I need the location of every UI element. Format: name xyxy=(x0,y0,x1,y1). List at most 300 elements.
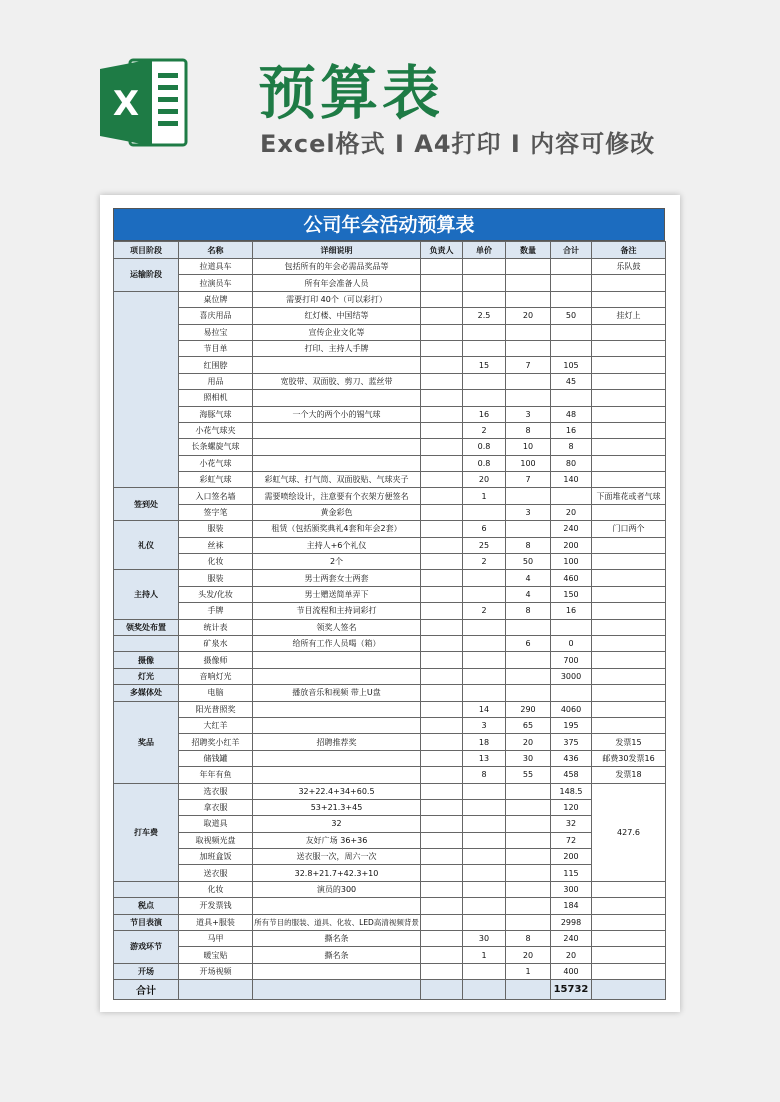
quantity-cell: 8 xyxy=(506,603,551,619)
quantity-cell: 100 xyxy=(506,455,551,471)
unit-price-cell: 2 xyxy=(463,554,506,570)
table-row xyxy=(114,324,666,340)
table-row xyxy=(114,586,666,602)
remark-cell xyxy=(592,390,666,406)
remark-cell xyxy=(592,406,666,422)
remark-cell xyxy=(592,275,666,291)
stage-cell: 运输阶段 xyxy=(114,259,179,292)
unit-price-cell xyxy=(463,259,506,275)
subtotal-cell: 458 xyxy=(551,767,592,783)
owner-cell xyxy=(421,767,463,783)
table-row xyxy=(114,849,666,865)
table-row xyxy=(114,963,666,979)
table-row xyxy=(114,472,666,488)
stage-cell: 礼仪 xyxy=(114,521,179,570)
subtotal-cell: 20 xyxy=(551,504,592,520)
owner-cell xyxy=(421,554,463,570)
item-name-cell: 取道具 xyxy=(179,816,253,832)
subtotal-cell xyxy=(551,390,592,406)
remark-cell xyxy=(592,373,666,389)
unit-price-cell: 30 xyxy=(463,931,506,947)
description-cell xyxy=(253,668,421,684)
stage-cell xyxy=(114,881,179,897)
unit-price-cell xyxy=(463,668,506,684)
item-name-cell: 电脑 xyxy=(179,685,253,701)
table-row xyxy=(114,275,666,291)
remark-cell xyxy=(592,701,666,717)
unit-price-cell xyxy=(463,832,506,848)
unit-price-cell xyxy=(463,783,506,799)
subtotal-cell: 72 xyxy=(551,832,592,848)
owner-cell xyxy=(421,603,463,619)
description-cell: 彩虹气球、打气筒、双面胶贴、气球夹子 xyxy=(253,472,421,488)
description-cell: 节目流程和主持词彩打 xyxy=(253,603,421,619)
remark-cell: 发票18 xyxy=(592,767,666,783)
table-row xyxy=(114,504,666,520)
owner-cell xyxy=(421,357,463,373)
description-cell: 32 xyxy=(253,816,421,832)
unit-price-cell xyxy=(463,685,506,701)
quantity-cell: 50 xyxy=(506,554,551,570)
item-name-cell: 红围脖 xyxy=(179,357,253,373)
owner-cell xyxy=(421,308,463,324)
subtotal-cell: 700 xyxy=(551,652,592,668)
subtotal-cell: 16 xyxy=(551,603,592,619)
quantity-cell: 3 xyxy=(506,406,551,422)
unit-price-cell: 16 xyxy=(463,406,506,422)
item-name-cell: 头发/化妆 xyxy=(179,586,253,602)
subtotal-cell: 100 xyxy=(551,554,592,570)
sheet-title: 公司年会活动预算表 xyxy=(113,208,665,241)
remark-cell xyxy=(592,652,666,668)
stage-cell xyxy=(114,635,179,651)
column-header-unit-price: 单价 xyxy=(463,242,506,259)
owner-cell xyxy=(421,488,463,504)
description-cell: 撕名条 xyxy=(253,931,421,947)
remark-cell xyxy=(592,455,666,471)
unit-price-cell xyxy=(463,799,506,815)
quantity-cell xyxy=(506,291,551,307)
remark-cell xyxy=(592,586,666,602)
description-cell: 2个 xyxy=(253,554,421,570)
unit-price-cell xyxy=(463,586,506,602)
remark-cell: 427.6 xyxy=(592,783,666,881)
owner-cell xyxy=(421,537,463,553)
quantity-cell: 290 xyxy=(506,701,551,717)
quantity-cell: 8 xyxy=(506,931,551,947)
subtotal-cell: 184 xyxy=(551,898,592,914)
subtotal-cell: 16 xyxy=(551,422,592,438)
column-header-item-name: 名称 xyxy=(179,242,253,259)
quantity-cell xyxy=(506,340,551,356)
description-cell: 演员的300 xyxy=(253,881,421,897)
quantity-cell xyxy=(506,619,551,635)
quantity-cell: 1 xyxy=(506,963,551,979)
stage-cell: 主持人 xyxy=(114,570,179,619)
table-row xyxy=(114,947,666,963)
unit-price-cell xyxy=(463,291,506,307)
item-name-cell: 道具+服装 xyxy=(179,914,253,930)
item-name-cell: 拉道具车 xyxy=(179,259,253,275)
table-row xyxy=(114,570,666,586)
description-cell: 32+22.4+34+60.5 xyxy=(253,783,421,799)
subtotal-cell xyxy=(551,488,592,504)
unit-price-cell: 25 xyxy=(463,537,506,553)
stage-cell: 灯光 xyxy=(114,668,179,684)
table-row xyxy=(114,881,666,897)
stage-cell: 开场 xyxy=(114,963,179,979)
owner-cell xyxy=(421,701,463,717)
description-cell: 男士赠送简单弄下 xyxy=(253,586,421,602)
unit-price-cell: 1 xyxy=(463,947,506,963)
unit-price-cell: 18 xyxy=(463,734,506,750)
item-name-cell: 节目单 xyxy=(179,340,253,356)
stage-cell: 领奖处布置 xyxy=(114,619,179,635)
table-row xyxy=(114,668,666,684)
quantity-cell: 7 xyxy=(506,357,551,373)
unit-price-cell: 1 xyxy=(463,488,506,504)
quantity-cell xyxy=(506,799,551,815)
budget-sheet xyxy=(113,208,665,1000)
stage-cell: 税点 xyxy=(114,898,179,914)
quantity-cell: 55 xyxy=(506,767,551,783)
column-header-subtotal: 合计 xyxy=(551,242,592,259)
owner-cell xyxy=(421,898,463,914)
item-name-cell: 暖宝贴 xyxy=(179,947,253,963)
owner-cell xyxy=(421,635,463,651)
description-cell: 友好广场 36+36 xyxy=(253,832,421,848)
quantity-cell xyxy=(506,521,551,537)
owner-cell xyxy=(421,340,463,356)
column-header-quantity: 数量 xyxy=(506,242,551,259)
description-cell: 宽胶带、双面胶、剪刀、蓝丝带 xyxy=(253,373,421,389)
subtotal-cell: 240 xyxy=(551,521,592,537)
item-name-cell: 储钱罐 xyxy=(179,750,253,766)
description-cell xyxy=(253,767,421,783)
quantity-cell xyxy=(506,881,551,897)
unit-price-cell xyxy=(463,635,506,651)
subtotal-cell: 105 xyxy=(551,357,592,373)
remark-cell xyxy=(592,504,666,520)
empty-cell xyxy=(179,980,253,1000)
item-name-cell: 统计表 xyxy=(179,619,253,635)
item-name-cell: 丝袜 xyxy=(179,537,253,553)
owner-cell xyxy=(421,947,463,963)
owner-cell xyxy=(421,799,463,815)
quantity-cell: 6 xyxy=(506,635,551,651)
item-name-cell: 招聘奖小红羊 xyxy=(179,734,253,750)
remark-cell: 发票15 xyxy=(592,734,666,750)
description-cell: 所有年会准备人员 xyxy=(253,275,421,291)
item-name-cell: 矿泉水 xyxy=(179,635,253,651)
table-row xyxy=(114,455,666,471)
table-row xyxy=(114,554,666,570)
subtotal-cell: 2998 xyxy=(551,914,592,930)
remark-cell xyxy=(592,685,666,701)
description-cell xyxy=(253,701,421,717)
column-header-owner: 负责人 xyxy=(421,242,463,259)
subtotal-cell: 0 xyxy=(551,635,592,651)
table-row xyxy=(114,373,666,389)
stage-cell: 奖品 xyxy=(114,701,179,783)
owner-cell xyxy=(421,717,463,733)
description-cell: 租赁（包括颁奖典礼4套和年会2套） xyxy=(253,521,421,537)
owner-cell xyxy=(421,619,463,635)
item-name-cell: 摄像师 xyxy=(179,652,253,668)
subtotal-cell xyxy=(551,291,592,307)
unit-price-cell: 8 xyxy=(463,767,506,783)
description-cell: 招聘推荐奖 xyxy=(253,734,421,750)
table-row xyxy=(114,439,666,455)
item-name-cell: 阳光普照奖 xyxy=(179,701,253,717)
table-row xyxy=(114,898,666,914)
table-row xyxy=(114,931,666,947)
unit-price-cell: 14 xyxy=(463,701,506,717)
page-subtitle: Excel格式 I A4打印 I 内容可修改 xyxy=(260,130,656,158)
quantity-cell xyxy=(506,685,551,701)
unit-price-cell xyxy=(463,504,506,520)
description-cell xyxy=(253,422,421,438)
remark-cell xyxy=(592,357,666,373)
quantity-cell xyxy=(506,324,551,340)
description-cell: 所有节目的服装、道具、化妆、LED高清视频背景 xyxy=(253,914,421,930)
stage-cell: 摄像 xyxy=(114,652,179,668)
svg-text:X: X xyxy=(112,84,140,124)
owner-cell xyxy=(421,472,463,488)
table-row xyxy=(114,488,666,504)
subtotal-cell: 400 xyxy=(551,963,592,979)
description-cell: 主持人+6个礼仪 xyxy=(253,537,421,553)
owner-cell xyxy=(421,685,463,701)
subtotal-cell: 4060 xyxy=(551,701,592,717)
description-cell: 包括所有的年会必需品奖品等 xyxy=(253,259,421,275)
owner-cell xyxy=(421,406,463,422)
subtotal-cell: 300 xyxy=(551,881,592,897)
remark-cell xyxy=(592,324,666,340)
description-cell: 需要打印 40个（可以彩打） xyxy=(253,291,421,307)
table-row xyxy=(114,799,666,815)
remark-cell xyxy=(592,422,666,438)
budget-table xyxy=(113,241,666,1000)
owner-cell xyxy=(421,291,463,307)
description-cell: 给所有工作人员喝（箱） xyxy=(253,635,421,651)
description-cell xyxy=(253,455,421,471)
quantity-cell xyxy=(506,652,551,668)
unit-price-cell: 2 xyxy=(463,603,506,619)
unit-price-cell xyxy=(463,373,506,389)
remark-cell xyxy=(592,963,666,979)
table-row xyxy=(114,291,666,307)
subtotal-cell xyxy=(551,340,592,356)
owner-cell xyxy=(421,373,463,389)
description-cell xyxy=(253,717,421,733)
description-cell: 打印、主持人手牌 xyxy=(253,340,421,356)
owner-cell xyxy=(421,586,463,602)
unit-price-cell: 0.8 xyxy=(463,439,506,455)
table-row xyxy=(114,390,666,406)
table-row xyxy=(114,635,666,651)
item-name-cell: 年年有鱼 xyxy=(179,767,253,783)
unit-price-cell xyxy=(463,963,506,979)
unit-price-cell xyxy=(463,865,506,881)
owner-cell xyxy=(421,832,463,848)
table-row xyxy=(114,259,666,275)
subtotal-cell xyxy=(551,619,592,635)
quantity-cell: 3 xyxy=(506,504,551,520)
description-cell xyxy=(253,898,421,914)
item-name-cell: 送衣服 xyxy=(179,865,253,881)
table-row xyxy=(114,308,666,324)
unit-price-cell: 0.8 xyxy=(463,455,506,471)
empty-cell xyxy=(592,980,666,1000)
column-header-stage: 项目阶段 xyxy=(114,242,179,259)
table-row xyxy=(114,865,666,881)
unit-price-cell xyxy=(463,570,506,586)
item-name-cell: 开发票钱 xyxy=(179,898,253,914)
item-name-cell: 照相机 xyxy=(179,390,253,406)
subtotal-cell: 80 xyxy=(551,455,592,471)
remark-cell xyxy=(592,439,666,455)
description-cell: 53+21.3+45 xyxy=(253,799,421,815)
unit-price-cell xyxy=(463,275,506,291)
owner-cell xyxy=(421,521,463,537)
table-row xyxy=(114,406,666,422)
table-row xyxy=(114,783,666,799)
table-row xyxy=(114,685,666,701)
owner-cell xyxy=(421,668,463,684)
owner-cell xyxy=(421,931,463,947)
table-row xyxy=(114,422,666,438)
total-value: 15732 xyxy=(551,980,592,1000)
table-row xyxy=(114,750,666,766)
subtotal-cell: 150 xyxy=(551,586,592,602)
remark-cell xyxy=(592,537,666,553)
column-header-remark: 备注 xyxy=(592,242,666,259)
total-row xyxy=(114,980,666,1000)
stage-cell: 打车费 xyxy=(114,783,179,881)
owner-cell xyxy=(421,324,463,340)
item-name-cell: 化妆 xyxy=(179,881,253,897)
unit-price-cell xyxy=(463,914,506,930)
empty-cell xyxy=(463,980,506,1000)
table-row xyxy=(114,340,666,356)
description-cell: 播放音乐和视频 带上U盘 xyxy=(253,685,421,701)
unit-price-cell xyxy=(463,340,506,356)
item-name-cell: 音响灯光 xyxy=(179,668,253,684)
quantity-cell xyxy=(506,783,551,799)
remark-cell xyxy=(592,668,666,684)
subtotal-cell xyxy=(551,685,592,701)
remark-cell: 下面堆花或者气球 xyxy=(592,488,666,504)
description-cell: 一个大的两个小的锡气球 xyxy=(253,406,421,422)
column-header-description: 详细说明 xyxy=(253,242,421,259)
owner-cell xyxy=(421,504,463,520)
table-row xyxy=(114,537,666,553)
owner-cell xyxy=(421,439,463,455)
description-cell: 领奖人签名 xyxy=(253,619,421,635)
quantity-cell xyxy=(506,259,551,275)
remark-cell: 门口两个 xyxy=(592,521,666,537)
remark-cell: 挂灯上 xyxy=(592,308,666,324)
item-name-cell: 海豚气球 xyxy=(179,406,253,422)
owner-cell xyxy=(421,750,463,766)
owner-cell xyxy=(421,816,463,832)
stage-cell: 多媒体处 xyxy=(114,685,179,701)
table-row xyxy=(114,652,666,668)
subtotal-cell: 140 xyxy=(551,472,592,488)
item-name-cell: 开场视频 xyxy=(179,963,253,979)
subtotal-cell: 375 xyxy=(551,734,592,750)
item-name-cell: 化妆 xyxy=(179,554,253,570)
quantity-cell: 20 xyxy=(506,734,551,750)
table-row xyxy=(114,603,666,619)
table-row xyxy=(114,816,666,832)
subtotal-cell: 148.5 xyxy=(551,783,592,799)
quantity-cell: 65 xyxy=(506,717,551,733)
owner-cell xyxy=(421,783,463,799)
description-cell: 红灯楼、中国结等 xyxy=(253,308,421,324)
excel-logo-icon xyxy=(100,55,188,150)
unit-price-cell: 2 xyxy=(463,422,506,438)
owner-cell xyxy=(421,570,463,586)
subtotal-cell xyxy=(551,275,592,291)
item-name-cell: 小花气球 xyxy=(179,455,253,471)
quantity-cell xyxy=(506,865,551,881)
remark-cell: 邮费30发票16 xyxy=(592,750,666,766)
description-cell xyxy=(253,963,421,979)
remark-cell xyxy=(592,619,666,635)
subtotal-cell: 200 xyxy=(551,537,592,553)
quantity-cell: 30 xyxy=(506,750,551,766)
item-name-cell: 手牌 xyxy=(179,603,253,619)
quantity-cell xyxy=(506,832,551,848)
owner-cell xyxy=(421,734,463,750)
stage-cell xyxy=(114,291,179,488)
owner-cell xyxy=(421,422,463,438)
item-name-cell: 取视频光盘 xyxy=(179,832,253,848)
item-name-cell: 加班盒饭 xyxy=(179,849,253,865)
empty-cell xyxy=(253,980,421,1000)
subtotal-cell: 115 xyxy=(551,865,592,881)
unit-price-cell: 20 xyxy=(463,472,506,488)
subtotal-cell xyxy=(551,324,592,340)
owner-cell xyxy=(421,914,463,930)
unit-price-cell xyxy=(463,881,506,897)
subtotal-cell: 20 xyxy=(551,947,592,963)
item-name-cell: 马甲 xyxy=(179,931,253,947)
description-cell xyxy=(253,439,421,455)
description-cell: 男士两套女士两套 xyxy=(253,570,421,586)
table-row xyxy=(114,734,666,750)
item-name-cell: 彩虹气球 xyxy=(179,472,253,488)
quantity-cell: 10 xyxy=(506,439,551,455)
empty-cell xyxy=(421,980,463,1000)
total-label: 合计 xyxy=(114,980,179,1000)
table-row xyxy=(114,701,666,717)
unit-price-cell: 2.5 xyxy=(463,308,506,324)
table-row xyxy=(114,521,666,537)
quantity-cell xyxy=(506,914,551,930)
quantity-cell: 7 xyxy=(506,472,551,488)
description-cell: 撕名条 xyxy=(253,947,421,963)
description-cell: 需要喷绘设计，注意要有个衣架方便签名 xyxy=(253,488,421,504)
remark-cell xyxy=(592,635,666,651)
quantity-cell xyxy=(506,275,551,291)
item-name-cell: 桌位牌 xyxy=(179,291,253,307)
description-cell: 32.8+21.7+42.3+10 xyxy=(253,865,421,881)
unit-price-cell xyxy=(463,390,506,406)
item-name-cell: 选衣服 xyxy=(179,783,253,799)
